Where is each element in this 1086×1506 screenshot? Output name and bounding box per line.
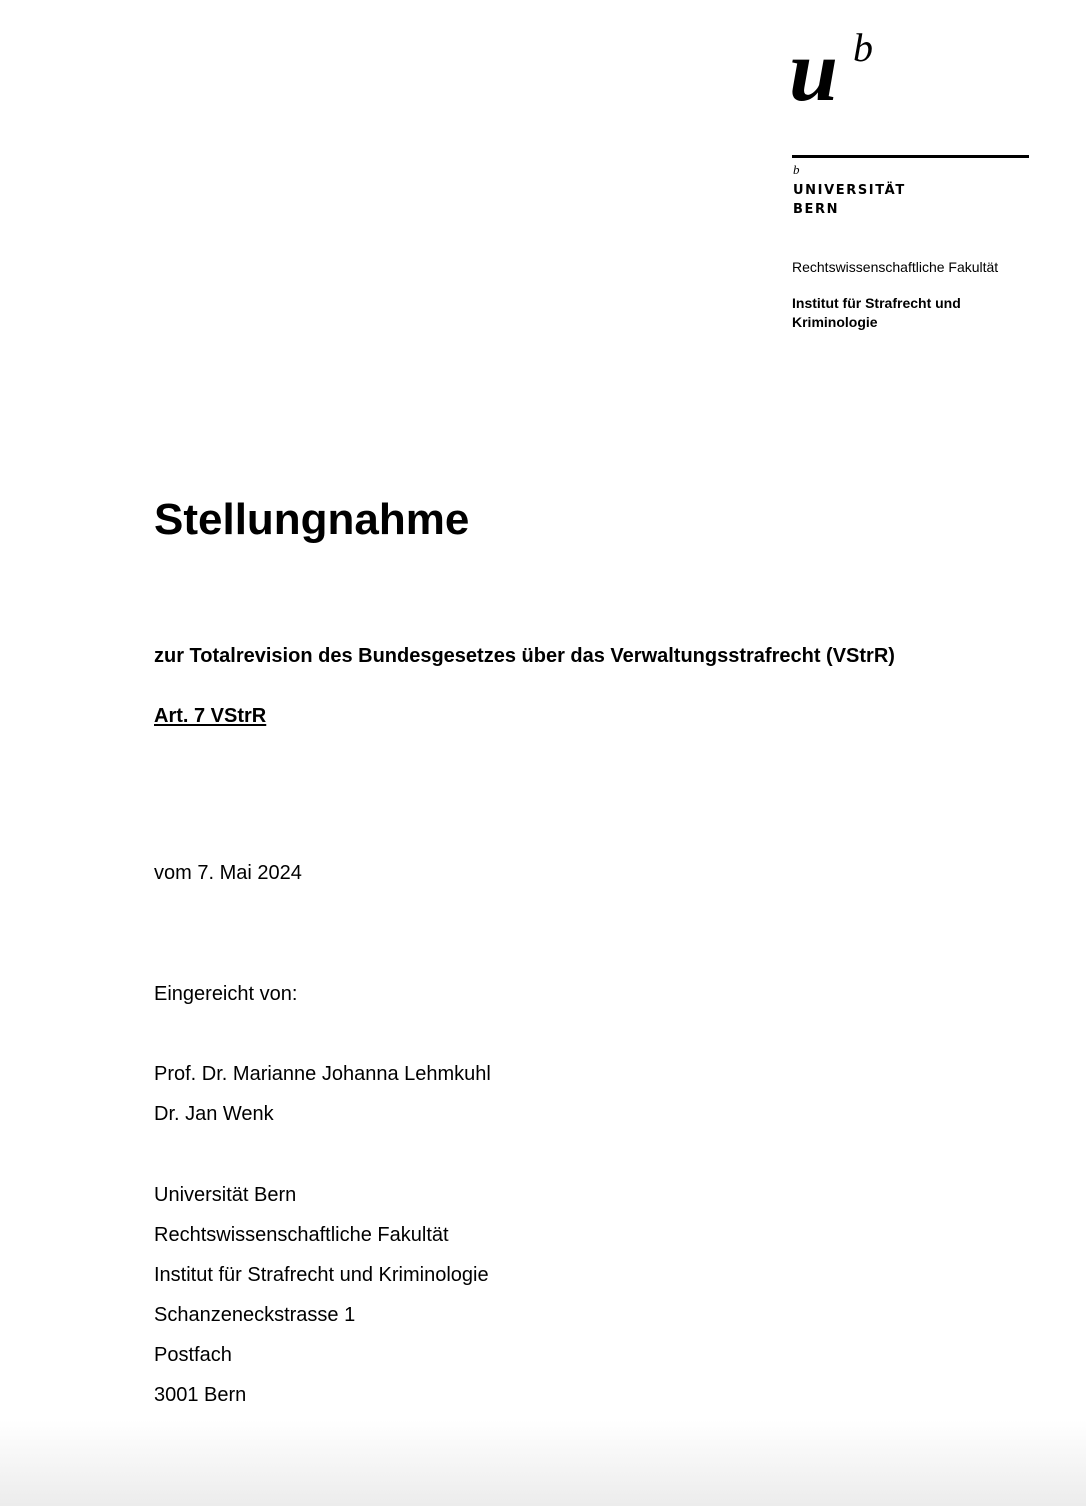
address-line: Institut für Strafrecht und Kriminologie [154, 1264, 489, 1286]
address-line: Rechtswissenschaftliche Fakultät [154, 1224, 449, 1246]
document-subtitle: zur Totalrevision des Bundesgesetzes über das Verwaltungsstrafrecht (VStrR) [154, 645, 895, 667]
document-title: Stellungnahme [154, 495, 470, 544]
address-line: 3001 Bern [154, 1384, 247, 1406]
faculty-name: Rechtswissenschaftliche Fakultät [792, 259, 999, 275]
logo-b-superscript: b [853, 25, 873, 70]
address-line: Schanzeneckstrasse 1 [154, 1304, 356, 1326]
address-line: Universität Bern [154, 1184, 297, 1206]
logo-small-b: b [793, 162, 800, 177]
institute-name-line1: Institut für Strafrecht und [792, 295, 961, 311]
university-logo [789, 23, 889, 120]
logo-wordmark [793, 181, 906, 219]
document-date: vom 7. Mai 2024 [154, 862, 302, 884]
author-name: Dr. Jan Wenk [154, 1103, 274, 1125]
article-reference: Art. 7 VStrR [154, 705, 267, 727]
submitted-by-label: Eingereicht von: [154, 983, 298, 1005]
page-bottom-shadow [0, 1420, 1086, 1506]
logo-wordmark-line2: BERN [793, 202, 840, 217]
logo-wordmark-line1: UNIVERSITÄT [793, 183, 906, 198]
institute-name-line2: Kriminologie [792, 314, 878, 330]
logo-divider [792, 155, 1029, 158]
logo-u-letter: u [789, 23, 838, 120]
address-line: Postfach [154, 1344, 232, 1366]
author-name: Prof. Dr. Marianne Johanna Lehmkuhl [154, 1063, 491, 1085]
institute-name [792, 294, 1022, 332]
